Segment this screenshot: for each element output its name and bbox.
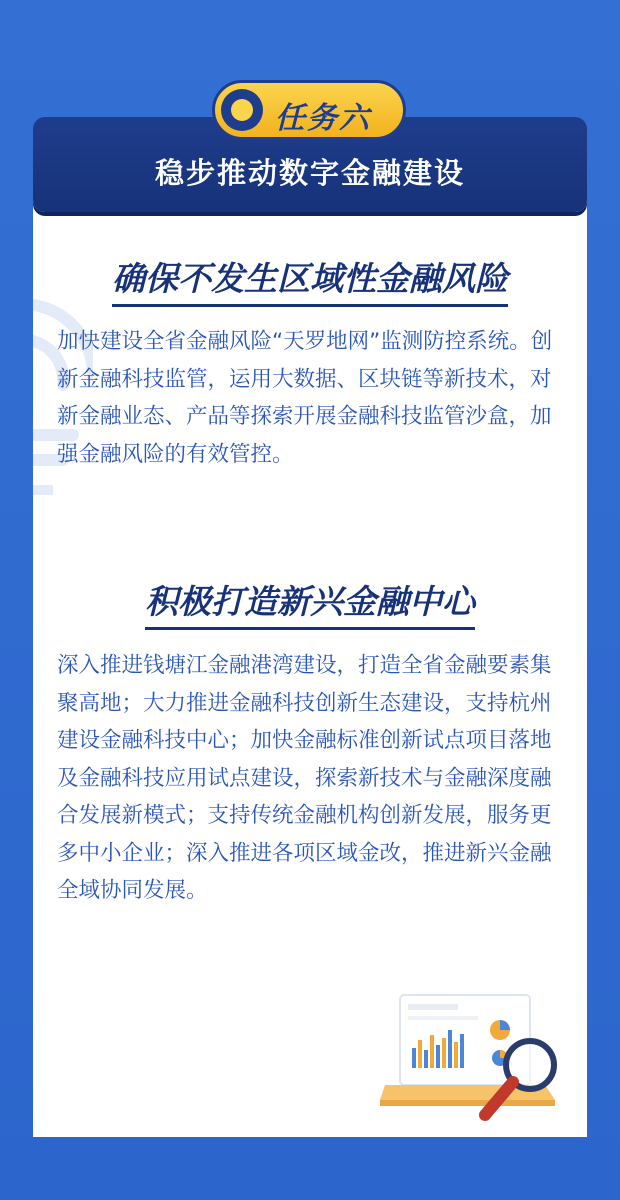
header-title: 稳步推动数字金融建设: [154, 156, 465, 190]
laptop-chart-magnifier-icon: [380, 990, 580, 1130]
section-title-2-text: 积极打造新兴金融中心: [145, 576, 475, 630]
section-title-1-text: 确保不发生区域性金融风险: [112, 253, 508, 307]
section-title-1: [33, 253, 587, 307]
task-badge: [212, 80, 406, 140]
circle-icon: [221, 89, 263, 131]
section-body-2: 深入推进钱塘江金融港湾建设，打造全省金融要素集聚高地；大力推进金融科技创新生态建设，支持杭州建设金融科技中心；加快金融标准创新试点项目落地及金融科技应用试点建设，探索新技术与金融深度融合发展新模式；支持传统金融机构创新发展，服务更多中小企业；深入推进各项区域金改，推进新兴金融全域协同发展。: [57, 653, 552, 903]
section-body-1: 加快建设全省金融风险“天罗地网”监测防控系统。创新金融科技监管，运用大数据、区块链等新技术，对新金融业态、产品等探索开展金融科技监管沙盒，加强金融风险的有效管控。: [57, 329, 553, 467]
badge-label: 任务六: [275, 101, 371, 136]
section-title-2: [33, 576, 587, 630]
